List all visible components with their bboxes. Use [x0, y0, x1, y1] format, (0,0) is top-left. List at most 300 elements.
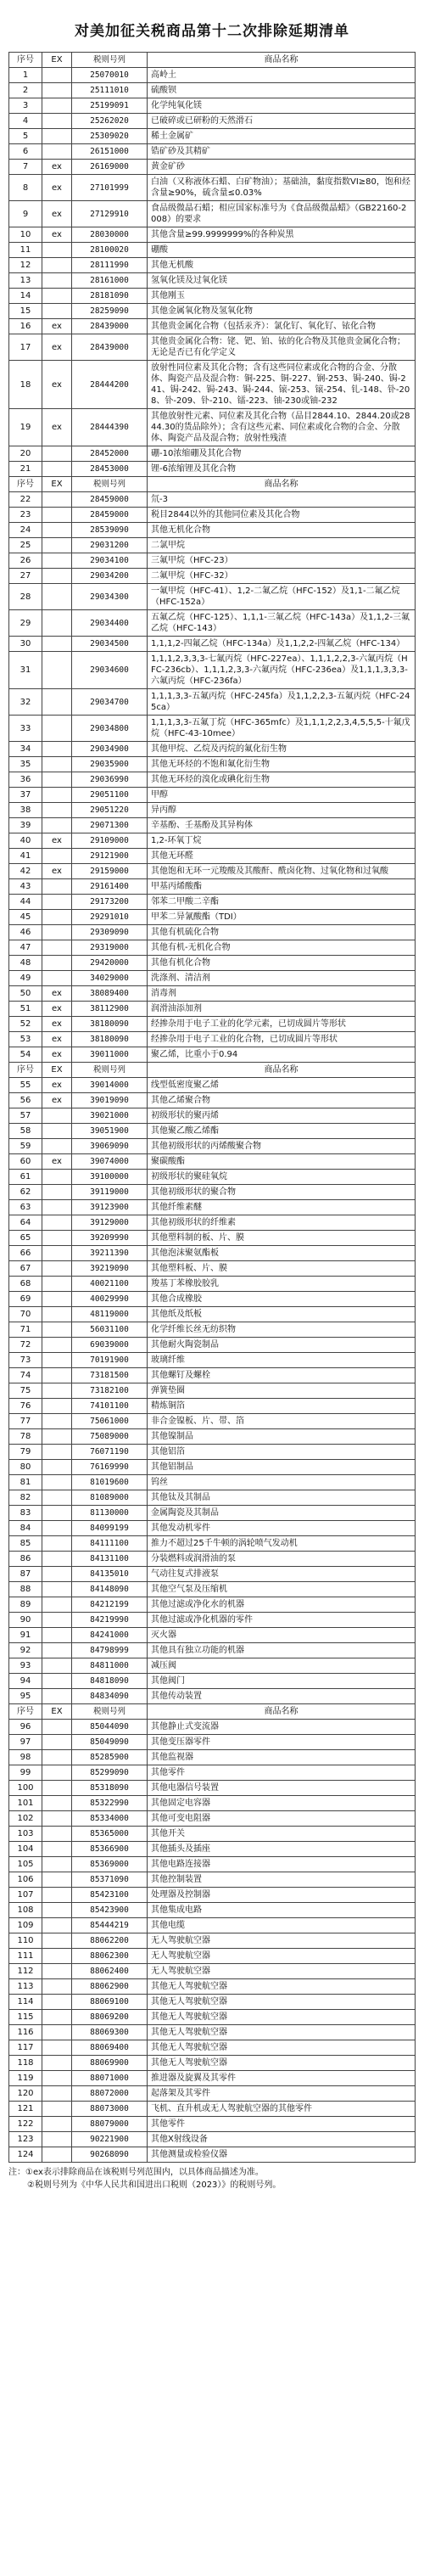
table-row [9, 1781, 416, 1796]
cell-code: 88079000 [72, 2117, 148, 2132]
table-row [9, 2056, 416, 2071]
cell-code: 84212199 [72, 1597, 148, 1613]
cell-code: 26169000 [72, 160, 148, 175]
table-row [9, 201, 416, 227]
table-row [9, 1429, 416, 1445]
table-row [9, 462, 416, 477]
cell-ex [42, 2117, 72, 2132]
cell-seq: 20 [9, 446, 42, 462]
cell-ex [42, 1857, 72, 1872]
cell-seq: 6 [9, 144, 42, 160]
cell-name: 其他放射性元素、同位素及其化合物（品目2844.10、2844.20或2844.30的货品除外）；含有这些元素、同位素或化合物的合金、分散体、陶瓷产品及混合物；放射性残渣 [148, 409, 416, 446]
cell-seq: 116 [9, 2025, 42, 2040]
cell-name: 其他无人驾驶航空器 [148, 2040, 416, 2056]
cell-seq: 62 [9, 1185, 42, 1200]
cell-ex [42, 2040, 72, 2056]
cell-code: 28181090 [72, 289, 148, 304]
cell-name: 1,2-环氧丁烷 [148, 833, 416, 849]
table-row [9, 610, 416, 637]
table-row [9, 1170, 416, 1185]
cell-code: 29034500 [72, 637, 148, 652]
cell-seq: 29 [9, 610, 42, 637]
table-row [9, 1475, 416, 1490]
cell-ex [42, 1139, 72, 1154]
table-row [9, 849, 416, 864]
cell-ex: ex [42, 1154, 72, 1170]
table-row [9, 910, 416, 925]
cell-name: 其他无机酸 [148, 258, 416, 273]
cell-code: 85322990 [72, 1796, 148, 1811]
cell-name: 其他有机-无机化合物 [148, 940, 416, 956]
cell-name: 其他无环醛 [148, 849, 416, 864]
table-row [9, 273, 416, 289]
cell-ex: ex [42, 409, 72, 446]
table-row [9, 1154, 416, 1170]
cell-name: 其他阀门 [148, 1674, 416, 1689]
cell-code: 28444200 [72, 361, 148, 409]
cell-seq: 50 [9, 986, 42, 1002]
table-row [9, 833, 416, 849]
cell-code: 39100000 [72, 1170, 148, 1185]
cell-code: 28439000 [72, 319, 148, 334]
cell-name: 其他镍制品 [148, 1429, 416, 1445]
cell-ex [42, 1429, 72, 1445]
cell-seq: 5 [9, 129, 42, 144]
cell-name: 锆矿砂及其精矿 [148, 144, 416, 160]
table-row [9, 1903, 416, 1918]
cell-code: 27129910 [72, 201, 148, 227]
table-row [9, 956, 416, 971]
cell-code: 39021000 [72, 1108, 148, 1124]
cell-ex: ex [42, 361, 72, 409]
cell-code: 88072000 [72, 2086, 148, 2102]
cell-name: 高岭土 [148, 68, 416, 83]
cell-code: 48119000 [72, 1307, 148, 1322]
cell-name: 其他变压器零件 [148, 1735, 416, 1750]
cell-code: 28030000 [72, 227, 148, 243]
table-row [9, 1979, 416, 1995]
cell-code: 40021100 [72, 1277, 148, 1292]
cell-ex [42, 1536, 72, 1552]
cell-name: 其他监视器 [148, 1750, 416, 1765]
cell-ex [42, 879, 72, 895]
cell-ex: ex [42, 175, 72, 201]
cell-name: 辛基酚、壬基酚及其异构体 [148, 818, 416, 833]
cell-ex [42, 243, 72, 258]
table-row [9, 1689, 416, 1704]
cell-name: 其他电路连接器 [148, 1857, 416, 1872]
cell-seq: 11 [9, 243, 42, 258]
cell-name: 其他无人驾驶航空器 [148, 2025, 416, 2040]
cell-seq: 18 [9, 361, 42, 409]
table-row [9, 1292, 416, 1307]
cell-name: 减压阀 [148, 1658, 416, 1674]
cell-seq: 38 [9, 803, 42, 818]
cell-seq: 序号 [9, 477, 42, 492]
cell-code: 85365000 [72, 1827, 148, 1842]
cell-code: 81130000 [72, 1506, 148, 1521]
cell-seq: 53 [9, 1032, 42, 1047]
cell-code: 85285900 [72, 1750, 148, 1765]
cell-seq: 68 [9, 1277, 42, 1292]
header-name: 商品名称 [148, 53, 416, 68]
table-row [9, 1490, 416, 1506]
cell-ex [42, 1597, 72, 1613]
footnote-2: ②税则号列为《中华人民共和国进出口税则（2023）》的税则号列。 [27, 2180, 282, 2190]
cell-name: 硫酸钡 [148, 83, 416, 98]
table-row [9, 1353, 416, 1368]
cell-code: 28539090 [72, 523, 148, 538]
cell-seq: 15 [9, 304, 42, 319]
cell-seq: 40 [9, 833, 42, 849]
cell-code: 税则号列 [72, 477, 148, 492]
cell-ex [42, 1414, 72, 1429]
cell-ex: EX [42, 477, 72, 492]
table-row [9, 1108, 416, 1124]
cell-seq: 43 [9, 879, 42, 895]
cell-name: 玻璃纤维 [148, 1353, 416, 1368]
cell-code: 84241000 [72, 1628, 148, 1643]
cell-name: 其他有机硫化合物 [148, 925, 416, 940]
table-row [9, 492, 416, 508]
cell-seq: 63 [9, 1200, 42, 1215]
table-row [9, 1735, 416, 1750]
cell-ex [42, 1552, 72, 1567]
cell-ex [42, 1445, 72, 1460]
cell-ex [42, 1292, 72, 1307]
cell-seq: 118 [9, 2056, 42, 2071]
cell-name: 非合金镍板、片、带、箔 [148, 1414, 416, 1429]
cell-name: 其他零件 [148, 2117, 416, 2132]
cell-ex [42, 803, 72, 818]
cell-seq: 69 [9, 1292, 42, 1307]
cell-name: 推进器及旋翼及其零件 [148, 2071, 416, 2086]
cell-name: 羧基丁苯橡胶胶乳 [148, 1277, 416, 1292]
cell-ex [42, 971, 72, 986]
cell-seq: 12 [9, 258, 42, 273]
cell-seq: 22 [9, 492, 42, 508]
table-row [9, 895, 416, 910]
cell-name: 其他电器信号装置 [148, 1781, 416, 1796]
cell-ex [42, 1918, 72, 1933]
cell-code: 税则号列 [72, 1704, 148, 1720]
cell-name: 其他测量或检验仪器 [148, 2147, 416, 2163]
cell-ex: ex [42, 201, 72, 227]
table-row [9, 584, 416, 610]
cell-code: 85299090 [72, 1765, 148, 1781]
cell-seq: 94 [9, 1674, 42, 1689]
cell-seq: 35 [9, 757, 42, 772]
cell-ex [42, 1383, 72, 1399]
cell-seq: 102 [9, 1811, 42, 1827]
cell-seq: 106 [9, 1872, 42, 1888]
cell-ex: EX [42, 1704, 72, 1720]
cell-ex [42, 258, 72, 273]
table-row [9, 925, 416, 940]
table-header-row [9, 53, 416, 68]
cell-name: 起落架及其零件 [148, 2086, 416, 2102]
cell-code: 25070010 [72, 68, 148, 83]
cell-name: 无人驾驶航空器 [148, 1949, 416, 1964]
cell-name: 其他刚玉 [148, 289, 416, 304]
cell-name: 其他含量≥99.9999999%的各种炭黑 [148, 227, 416, 243]
cell-name: 税目2844以外的其他同位素及其化合物 [148, 508, 416, 523]
cell-code: 39051900 [72, 1124, 148, 1139]
cell-ex [42, 689, 72, 716]
cell-ex [42, 1338, 72, 1353]
table-row [9, 986, 416, 1002]
cell-name: 1,1,1,3,3-五氟丁烷（HFC-365mfc）及1,1,1,2,2,3,4,5,5,5-十氟戊烷（HFC-43-10mee） [148, 716, 416, 742]
cell-name: 其他静止式变流器 [148, 1720, 416, 1735]
cell-ex [42, 1628, 72, 1643]
cell-name: 已破碎或已研粉的天然滑石 [148, 114, 416, 129]
table-body [9, 68, 416, 2163]
cell-ex: ex [42, 334, 72, 361]
cell-name: 经掺杂用于电子工业的化合物，已切成圆片等形状 [148, 1032, 416, 1047]
cell-code: 39129000 [72, 1215, 148, 1231]
cell-ex [42, 1765, 72, 1781]
cell-code: 76169990 [72, 1460, 148, 1475]
table-row [9, 144, 416, 160]
cell-name: 处理器及控制器 [148, 1888, 416, 1903]
cell-seq: 4 [9, 114, 42, 129]
cell-name: 食品级微晶石蜡；相应国家标准号为《食品级微晶蜡》（GB22160-2008）的要求 [148, 201, 416, 227]
table-row [9, 1964, 416, 1979]
cell-name: 初级形状的聚硅氧烷 [148, 1170, 416, 1185]
cell-name: 稀土金属矿 [148, 129, 416, 144]
cell-name: 其他可变电阻器 [148, 1811, 416, 1827]
table-row [9, 1139, 416, 1154]
cell-ex [42, 1399, 72, 1414]
table-row [9, 1246, 416, 1261]
cell-seq: 84 [9, 1521, 42, 1536]
cell-code: 29173200 [72, 895, 148, 910]
cell-name: 其他纸及纸板 [148, 1307, 416, 1322]
cell-seq: 序号 [9, 1704, 42, 1720]
footnotes [8, 2166, 416, 2192]
cell-code: 39011000 [72, 1047, 148, 1063]
cell-code: 29031200 [72, 538, 148, 553]
cell-code: 28459000 [72, 492, 148, 508]
cell-ex [42, 1185, 72, 1200]
cell-ex [42, 652, 72, 689]
cell-name: 氘-3 [148, 492, 416, 508]
cell-code: 28452000 [72, 446, 148, 462]
cell-name: 二氟甲烷（HFC-32） [148, 569, 416, 584]
table-row [9, 788, 416, 803]
cell-seq: 45 [9, 910, 42, 925]
cell-name: 无人驾驶航空器 [148, 1964, 416, 1979]
cell-ex [42, 569, 72, 584]
cell-name: 其他发动机零件 [148, 1521, 416, 1536]
cell-ex [42, 1781, 72, 1796]
cell-seq: 61 [9, 1170, 42, 1185]
cell-name: 其他合成橡胶 [148, 1292, 416, 1307]
cell-code: 73181500 [72, 1368, 148, 1383]
table-row [9, 2025, 416, 2040]
cell-ex [42, 910, 72, 925]
cell-seq: 124 [9, 2147, 42, 2163]
table-row [9, 1368, 416, 1383]
cell-name: 其他纤维素醚 [148, 1200, 416, 1215]
cell-code: 69039000 [72, 1338, 148, 1353]
cell-ex [42, 956, 72, 971]
cell-ex [42, 2010, 72, 2025]
cell-seq: 74 [9, 1368, 42, 1383]
cell-name: 推力不超过25千牛顿的涡轮喷气发动机 [148, 1536, 416, 1552]
cell-seq: 10 [9, 227, 42, 243]
cell-name: 其他铝箔 [148, 1445, 416, 1460]
cell-seq: 70 [9, 1307, 42, 1322]
table-row [9, 940, 416, 956]
cell-seq: 97 [9, 1735, 42, 1750]
cell-code: 88069300 [72, 2025, 148, 2040]
table-row [9, 243, 416, 258]
table-row [9, 2132, 416, 2147]
cell-seq: 17 [9, 334, 42, 361]
cell-name: 其他聚乙酸乙烯酯 [148, 1124, 416, 1139]
cell-seq: 114 [9, 1995, 42, 2010]
table-row [9, 2086, 416, 2102]
cell-ex [42, 1827, 72, 1842]
cell-seq: 96 [9, 1720, 42, 1735]
cell-ex [42, 895, 72, 910]
table-row [9, 1338, 416, 1353]
cell-seq: 98 [9, 1750, 42, 1765]
cell-code: 29034700 [72, 689, 148, 716]
cell-seq: 57 [9, 1108, 42, 1124]
cell-name: 商品名称 [148, 1704, 416, 1720]
cell-ex [42, 508, 72, 523]
cell-seq: 19 [9, 409, 42, 446]
cell-code: 29034600 [72, 652, 148, 689]
cell-name: 商品名称 [148, 477, 416, 492]
cell-ex: ex [42, 1017, 72, 1032]
cell-name: 其他初级形状的聚合物 [148, 1185, 416, 1200]
table-row [9, 1017, 416, 1032]
cell-seq: 27 [9, 569, 42, 584]
cell-ex [42, 1215, 72, 1231]
cell-code: 90268090 [72, 2147, 148, 2163]
cell-ex [42, 1811, 72, 1827]
cell-name: 1,1,1,2-四氟乙烷（HFC-134a）及1,1,2,2-四氟乙烷（HFC-134） [148, 637, 416, 652]
cell-name: 其他集成电路 [148, 1903, 416, 1918]
cell-ex [42, 304, 72, 319]
cell-seq: 34 [9, 742, 42, 757]
cell-code: 88062300 [72, 1949, 148, 1964]
cell-ex [42, 538, 72, 553]
cell-seq: 2 [9, 83, 42, 98]
cell-code: 29034900 [72, 742, 148, 757]
cell-code: 28439000 [72, 334, 148, 361]
cell-seq: 46 [9, 925, 42, 940]
cell-name: 其他铝制品 [148, 1460, 416, 1475]
table-header-row [9, 1704, 416, 1720]
table-row [9, 114, 416, 129]
cell-name: 甲苯二异氰酸酯（TDI） [148, 910, 416, 925]
cell-seq: 55 [9, 1078, 42, 1093]
cell-name: 化学纯氧化镁 [148, 98, 416, 114]
cell-seq: 28 [9, 584, 42, 610]
table-row [9, 1032, 416, 1047]
table-row [9, 2117, 416, 2132]
cell-ex [42, 1322, 72, 1338]
cell-seq: 120 [9, 2086, 42, 2102]
cell-seq: 23 [9, 508, 42, 523]
cell-seq: 51 [9, 1002, 42, 1017]
cell-code: 29420000 [72, 956, 148, 971]
cell-seq: 104 [9, 1842, 42, 1857]
table-row [9, 446, 416, 462]
table-header-row [9, 1063, 416, 1078]
cell-name: 其他空气泵及压缩机 [148, 1582, 416, 1597]
cell-code: 28111990 [72, 258, 148, 273]
table-row [9, 1383, 416, 1399]
table-row [9, 1995, 416, 2010]
cell-seq: 99 [9, 1765, 42, 1781]
cell-name: 其他贵金属化合物（包括汞齐）：氯化钌、氧化钌、铱化合物 [148, 319, 416, 334]
cell-ex: ex [42, 1093, 72, 1108]
cell-code: 85318090 [72, 1781, 148, 1796]
cell-code: 84111100 [72, 1536, 148, 1552]
cell-seq: 88 [9, 1582, 42, 1597]
cell-code: 39119000 [72, 1185, 148, 1200]
table-row [9, 757, 416, 772]
cell-name: 金属陶瓷及其制品 [148, 1506, 416, 1521]
cell-name: 无人驾驶航空器 [148, 1933, 416, 1949]
cell-seq: 119 [9, 2071, 42, 2086]
cell-seq: 64 [9, 1215, 42, 1231]
cell-ex [42, 772, 72, 788]
cell-ex [42, 1277, 72, 1292]
cell-name: 其他金属氧化物及氢氧化物 [148, 304, 416, 319]
cell-ex [42, 523, 72, 538]
cell-code: 38089400 [72, 986, 148, 1002]
cell-seq: 93 [9, 1658, 42, 1674]
cell-ex [42, 1368, 72, 1383]
cell-ex [42, 1796, 72, 1811]
cell-code: 85369000 [72, 1857, 148, 1872]
cell-ex [42, 584, 72, 610]
cell-code: 85423100 [72, 1888, 148, 1903]
table-row [9, 1215, 416, 1231]
cell-ex [42, 1475, 72, 1490]
cell-ex [42, 1949, 72, 1964]
cell-ex [42, 1674, 72, 1689]
cell-code: 76071190 [72, 1445, 148, 1460]
cell-ex [42, 849, 72, 864]
cell-name: 其他无人驾驶航空器 [148, 2056, 416, 2071]
cell-code: 29034800 [72, 716, 148, 742]
cell-code: 85423900 [72, 1903, 148, 1918]
cell-seq: 42 [9, 864, 42, 879]
cell-code: 28459000 [72, 508, 148, 523]
cell-code: 29034400 [72, 610, 148, 637]
cell-ex [42, 1582, 72, 1597]
cell-code: 29121900 [72, 849, 148, 864]
cell-seq: 103 [9, 1827, 42, 1842]
cell-name: 气动往复式排液泵 [148, 1567, 416, 1582]
cell-ex [42, 1246, 72, 1261]
cell-name: 其他插头及插座 [148, 1842, 416, 1857]
table-row [9, 1307, 416, 1322]
cell-seq: 90 [9, 1613, 42, 1628]
cell-name: 其他耐火陶瓷制品 [148, 1338, 416, 1353]
cell-code: 84135010 [72, 1567, 148, 1582]
table-row [9, 818, 416, 833]
cell-code: 29159000 [72, 864, 148, 879]
cell-name: 其他无人驾驶航空器 [148, 1979, 416, 1995]
